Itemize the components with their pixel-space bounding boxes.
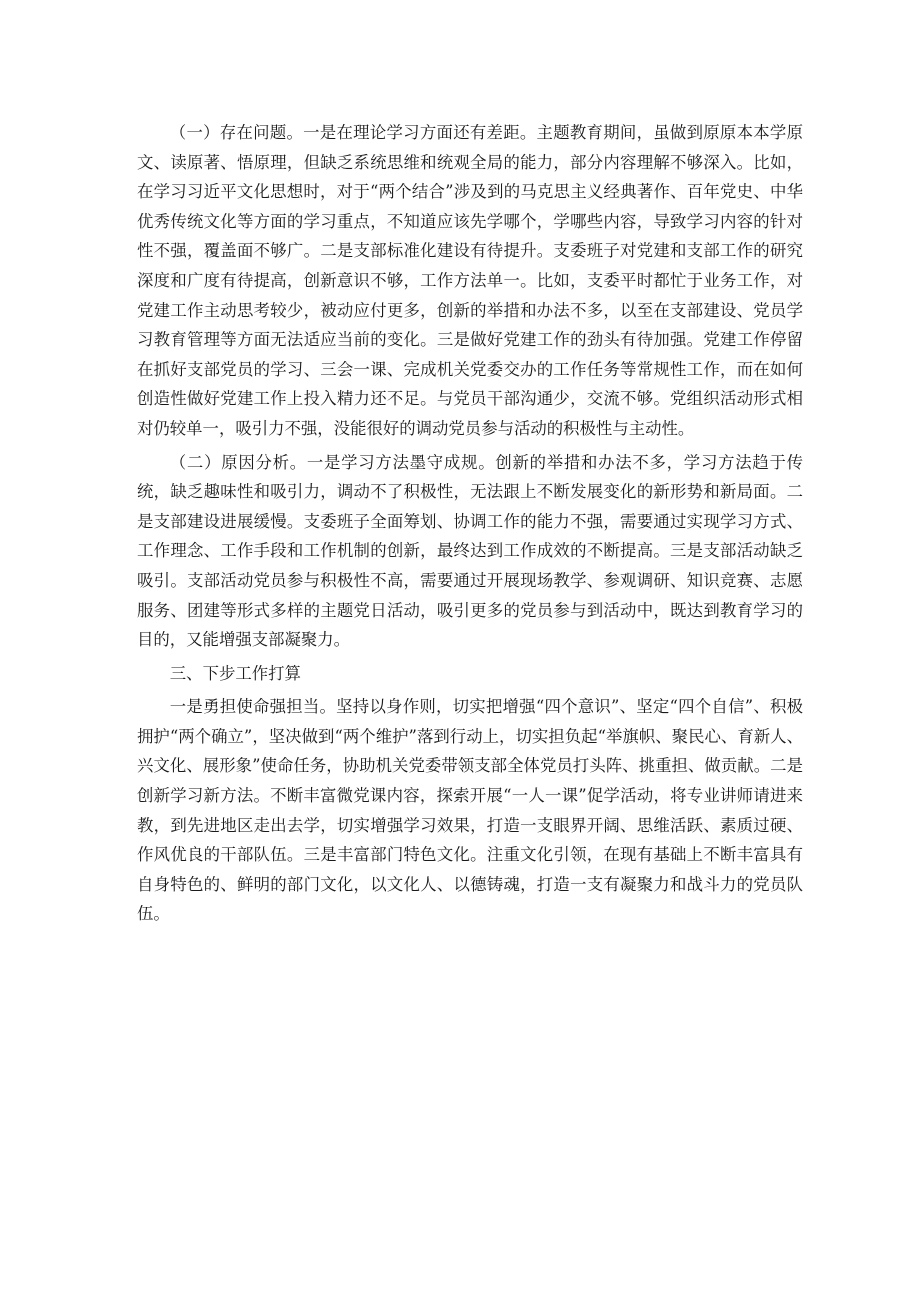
paragraph-problems: （一）存在问题。一是在理论学习方面还有差距。主题教育期间，虽做到原原本本学原文、读原著、悟原理，但缺乏系统思维和统观全局的能力，部分内容理解不够深入。比如，在学习习近平文化思想时，对于“两个结合”涉及到的马克思主义经典著作、百年党史、中华优秀传统文化等方面的学习重点，不知道应该先学哪个，学哪些内容，导致学习内容的针对性不强，覆盖面不够广。二是支部标准化建设有待提升。支委班子对党建和支部工作的研究深度和广度有待提高，创新意识不够，工作方法单一。比如，支委平时都忙于业务工作，对党建工作主动思考较少，被动应付更多，创新的举措和办法不多，以至在支部建设、党员学习教育管理等方面无法适应当前的变化。三是做好党建工作的劲头有待加强。党建工作停留在抓好支部党员的学习、三会一课、完成机关党委交办的工作任务等常规性工作，而在如何创造性做好党建工作上投入精力还不足。与党员干部沟通少，交流不够。党组织活动形式相对仍较单一，吸引力不强，没能很好的调动党员参与活动的积极性与主动性。 [137,123,803,438]
section-heading-next-steps: 三、下步工作打算 [169,663,301,683]
paragraph-plans: 一是勇担使命强担当。坚持以身作则，切实把增强“四个意识”、坚定“四个自信”、积极拥护“两个确立”，坚决做到“两个维护”落到行动上，切实担负起“举旗帜、聚民心、育新人、兴文化、展形象”使命任务，协助机关党委带领支部全体党员打头阵、挑重担、做贡献。二是创新学习新方法。不断丰富微党课内容，探索开展“一人一课”促学活动，将专业讲师请进来教，到先进地区走出去学，切实增强学习效果，打造一支眼界开阔、思维活跃、素质过硬、作风优良的干部队伍。三是丰富部门特色文化。注重文化引领，在现有基础上不断丰富具有自身特色的、鲜明的部门文化，以文化人、以德铸魂，打造一支有凝聚力和战斗力的党员队伍。 [137,697,803,924]
document-body [137,118,803,933]
paragraph-causes: （二）原因分析。一是学习方法墨守成规。创新的举措和办法不多，学习方法趋于传统，缺乏趣味性和吸引力，调动不了积极性，无法跟上不断发展变化的新形势和新局面。二是支部建设进展缓慢。支委班子全面筹划、协调工作的能力不强，需要通过实现学习方式、工作理念、工作手段和工作机制的创新，最终达到工作成效的不断提高。三是支部活动缺乏吸引。支部活动党员参与积极性不高，需要通过开展现场教学、参观调研、知识竞赛、志愿服务、团建等形式多样的主题党日活动，吸引更多的党员参与到活动中，既达到教育学习的目的，又能增强支部凝聚力。 [137,452,803,650]
